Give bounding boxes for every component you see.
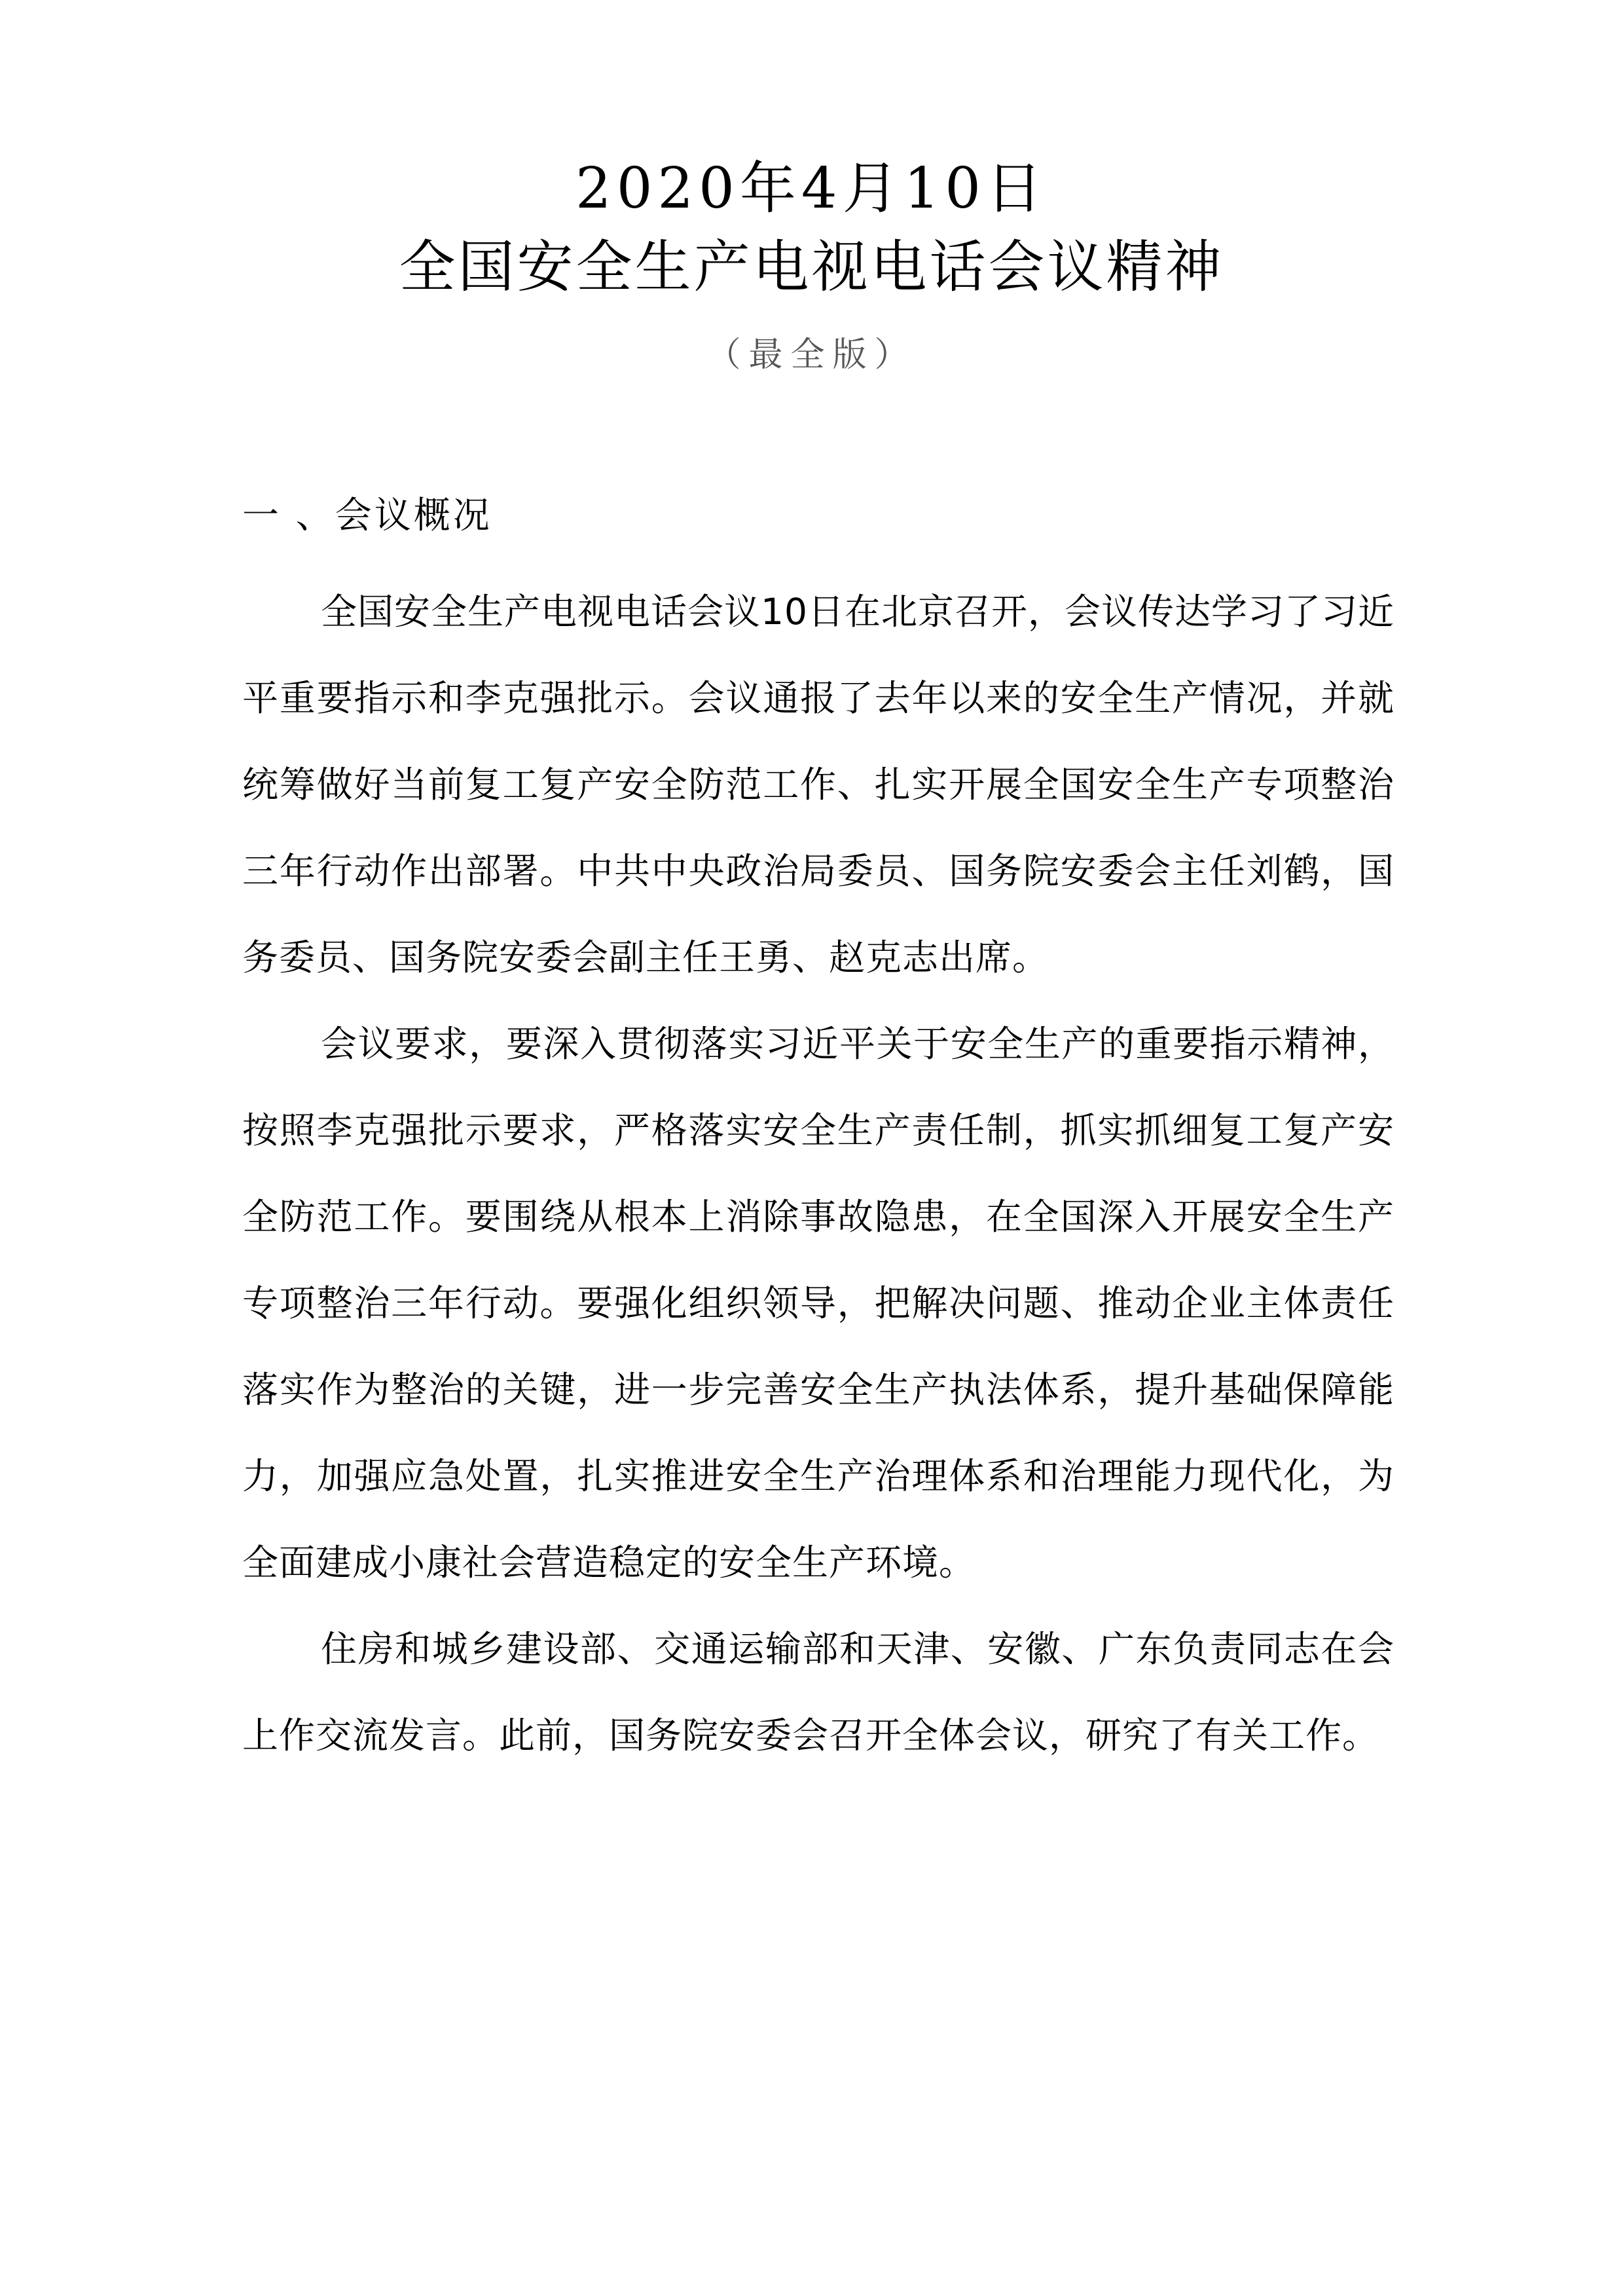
paragraph-3: 住房和城乡建设部、交通运输部和天津、安徽、广东负责同志在会上作交流发言。此前，国务院安委会召开全体会议，研究了有关工作。 [242, 1628, 1395, 1756]
page-title: 全国安全生产电视电话会议精神 [399, 234, 1224, 300]
page-subtitle: （最全版） [706, 335, 917, 375]
section-heading: 一 、会议概况 [242, 494, 492, 537]
paragraph-2: 会议要求，要深入贯彻落实习近平关于安全生产的重要指示精神，按照李克强批示要求，严格落实安全生产责任制，抓实抓细复工复产安全防范工作。要围绕从根本上消除事故隐患，在全国深入开展安全生产专项整治三年行动。要强化组织领导，把解决问题、推动企业主体责任落实作为整治的关键，进一步完善安全生产执法体系，提升基础保障能力，加强应急处置，扎实推进安全生产治理体系和治理能力现代化，为全面建成小康社会营造稳定的安全生产环境。 [242, 1023, 1395, 1583]
title-date: 2020年4月10日 [575, 156, 1048, 221]
paragraph-1: 全国安全生产电视电话会议10日在北京召开，会议传达学习了习近平重要指示和李克强批示。会议通报了去年以来的安全生产情况，并就统筹做好当前复工复产安全防范工作、扎实开展全国安全生产专项整治三年行动作出部署。中共中央政治局委员、国务院安委会主任刘鹤，国务委员、国务院安委会副主任王勇、赵克志出席。 [242, 591, 1395, 978]
